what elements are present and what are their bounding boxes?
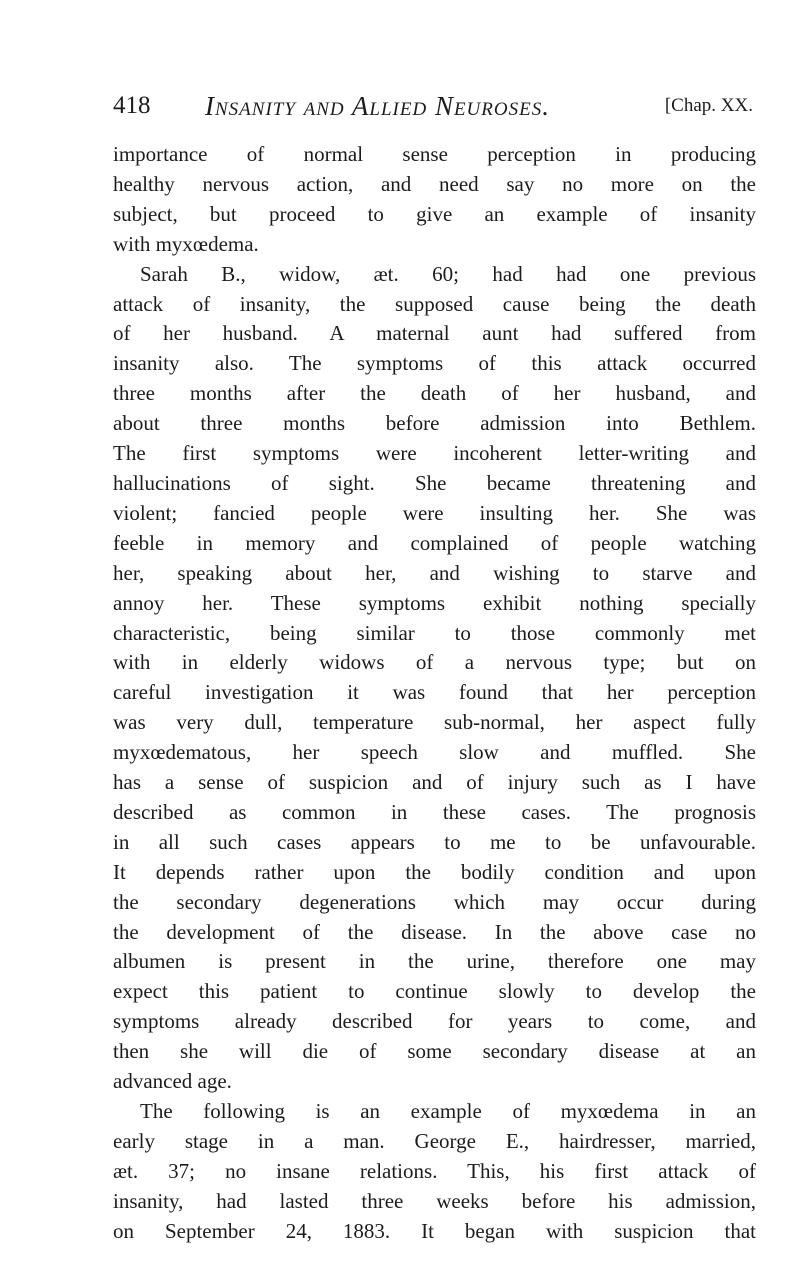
text-line: importance of normal sense perception in producing (113, 142, 756, 166)
text-line: advanced age. (113, 1069, 232, 1094)
text-line: It depends rather upon the bodily condition and upon (113, 859, 756, 884)
text-line: characteristic, being similar to those commonly met (113, 620, 756, 645)
running-title: Insanity and Allied Neuroses. (205, 91, 550, 121)
text-line: expect this patient to continue slowly to develop the (113, 979, 756, 1004)
text-line: symptoms already described for years to come, and (113, 1009, 756, 1034)
text-line: insanity, had lasted three weeks before his admission, (113, 1188, 756, 1213)
text-line: three months after the death of her husband, and (113, 381, 756, 406)
text-line: the development of the disease. In the above case no (113, 919, 756, 944)
text-line: her, speaking about her, and wishing to starve and (113, 560, 756, 585)
page-number: 418 (113, 92, 151, 119)
text-line: The following is an example of myxœdema in an (140, 1099, 756, 1123)
text-line: hallucinations of sight. She became threatening and (113, 470, 756, 495)
text-line: violent; fancied people were insulting her. She was (113, 500, 756, 525)
text-line: myxœdematous, her speech slow and muffled. She (113, 740, 756, 765)
text-line: early stage in a man. George E., hairdresser, married, (113, 1128, 756, 1153)
text-line: with in elderly widows of a nervous type; but on (113, 650, 756, 675)
text-line: careful investigation it was found that her perception (113, 680, 756, 705)
text-line: annoy her. These symptoms exhibit nothing specially (113, 590, 756, 615)
text-line: feeble in memory and complained of people watching (113, 530, 756, 555)
body-text (113, 140, 756, 1247)
text-line: has a sense of suspicion and of injury such as I have (113, 770, 756, 795)
text-line: the secondary degenerations which may occur during (113, 889, 756, 914)
text-line: about three months before admission into Bethlem. (113, 411, 756, 436)
text-line: insanity also. The symptoms of this attack occurred (113, 351, 756, 376)
text-line: described as common in these cases. The prognosis (113, 799, 756, 824)
text-line: on September 24, 1883. It began with suspicion that (113, 1218, 756, 1243)
text-line: æt. 37; no insane relations. This, his first attack of (113, 1158, 756, 1183)
text-line: Sarah B., widow, æt. 60; had had one previous (140, 261, 756, 286)
text-line: in all such cases appears to me to be unfavourable. (113, 829, 756, 854)
text-line: healthy nervous action, and need say no more on the (113, 171, 756, 196)
running-header (113, 86, 753, 126)
text-line: was very dull, temperature sub-normal, her aspect fully (113, 710, 756, 735)
text-line: The first symptoms were incoherent letter-writing and (113, 441, 756, 466)
text-line: subject, but proceed to give an example of insanity (113, 201, 756, 226)
text-line: with myxœdema. (113, 231, 259, 256)
text-line: attack of insanity, the supposed cause being the death (113, 291, 756, 316)
text-line: of her husband. A maternal aunt had suffered from (113, 321, 756, 346)
chapter-reference: [Chap. XX. (664, 95, 753, 116)
text-line: albumen is present in the urine, therefore one may (113, 949, 756, 974)
text-line: then she will die of some secondary disease at an (113, 1039, 756, 1064)
